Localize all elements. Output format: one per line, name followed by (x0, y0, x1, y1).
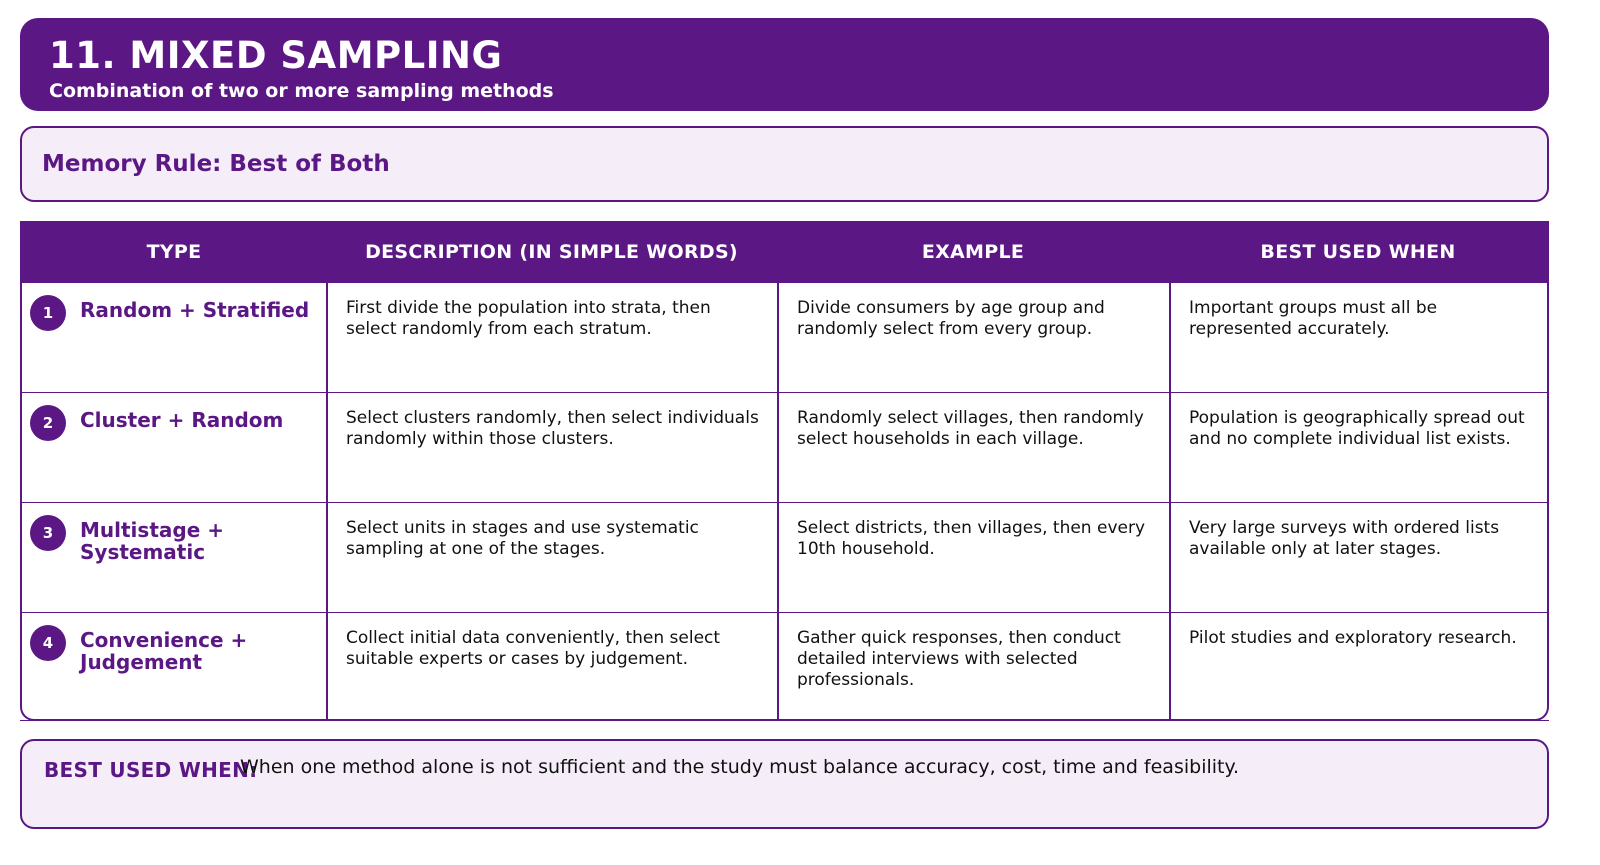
memory-rule-box (20, 126, 1549, 202)
header-type: TYPE (146, 240, 202, 263)
description-cell: First divide the population into strata, then select randomly from each stratum. (326, 283, 777, 392)
row-number-badge: 3 (30, 515, 66, 551)
type-cell (22, 503, 326, 612)
memory-rule-label: Memory Rule: Best of Both (42, 151, 390, 177)
type-name: Convenience + Judgement (80, 628, 248, 674)
example-cell: Select districts, then villages, then every 10th household. (777, 503, 1169, 612)
description-cell: Collect initial data conveniently, then select suitable experts or cases by judgement. (326, 613, 777, 721)
table-row (22, 282, 1547, 392)
best-used-text: When one method alone is not sufficient and the study must balance accuracy, cost, time and feasibility. (240, 756, 1240, 778)
header-example: EXAMPLE (921, 240, 1025, 263)
type-cell (22, 613, 326, 721)
type-name: Cluster + Random (80, 408, 284, 432)
header-best-used-when: BEST USED WHEN (1260, 240, 1456, 263)
best-used-cell: Pilot studies and exploratory research. (1169, 613, 1547, 721)
section-divider (20, 720, 1549, 721)
header-description: DESCRIPTION (IN SIMPLE WORDS) (365, 240, 738, 263)
table-row (22, 502, 1547, 612)
row-number-badge: 1 (30, 295, 66, 331)
page-title: 11. MIXED SAMPLING (49, 34, 503, 77)
example-cell: Randomly select villages, then randomly select households in each village. (777, 393, 1169, 502)
table-row (22, 392, 1547, 502)
page-header (20, 18, 1549, 111)
example-cell: Divide consumers by age group and randomly select from every group. (777, 283, 1169, 392)
type-name: Random + Stratified (80, 298, 310, 322)
best-used-label: BEST USED WHEN: (44, 758, 258, 782)
row-number-badge: 4 (30, 625, 66, 661)
type-cell (22, 393, 326, 502)
example-cell: Gather quick responses, then conduct detailed interviews with selected professionals. (777, 613, 1169, 721)
row-number-badge: 2 (30, 405, 66, 441)
table-header (22, 221, 1547, 282)
best-used-cell: Very large surveys with ordered lists available only at later stages. (1169, 503, 1547, 612)
table-row (22, 612, 1547, 721)
best-used-cell: Population is geographically spread out and no complete individual list exists. (1169, 393, 1547, 502)
description-cell: Select units in stages and use systematic sampling at one of the stages. (326, 503, 777, 612)
description-cell: Select clusters randomly, then select individuals randomly within those clusters. (326, 393, 777, 502)
best-used-cell: Important groups must all be represented accurately. (1169, 283, 1547, 392)
sampling-table (20, 221, 1549, 721)
type-name: Multistage + Systematic (80, 518, 224, 564)
best-used-box (20, 739, 1549, 829)
page-subtitle: Combination of two or more sampling methods (49, 80, 554, 102)
type-cell (22, 283, 326, 392)
